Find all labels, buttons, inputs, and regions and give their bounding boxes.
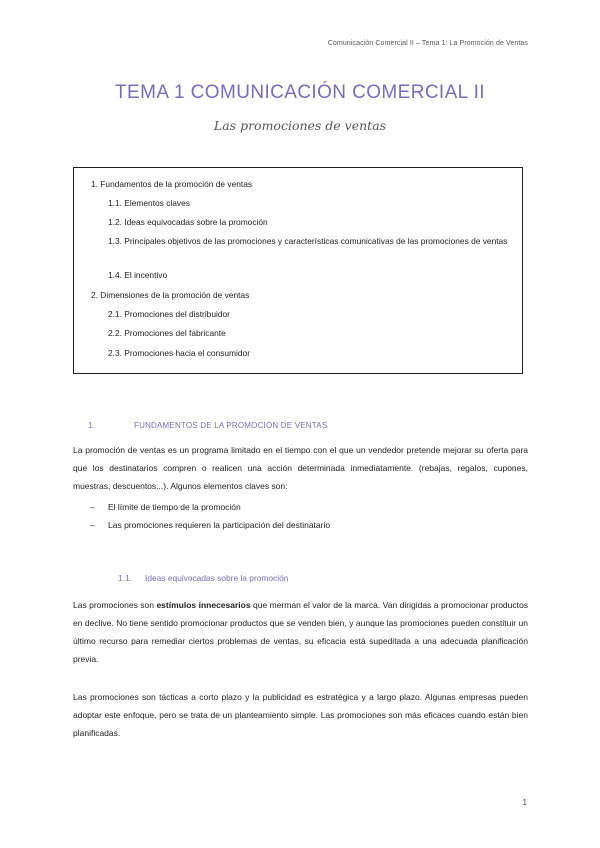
table-of-contents	[73, 167, 523, 374]
toc-item: 1.3. Principales objetivos de las promociones y características comunicativas de las promociones de ventas	[108, 236, 508, 246]
toc-item: 2.2. Promociones del fabricante	[108, 328, 226, 338]
section-heading	[88, 421, 327, 430]
subsection-title: Ideas equivocadas sobre la promoción	[145, 573, 289, 583]
paragraph: La promoción de ventas es un programa limitado en el tiempo con el que un vendedor pretende mejorar su oferta para que los destinatarios compren o realicen una acción determinada inmediatamente. (rebajas, regalos, cupones, muestras, descuentos...). Algunos elementos claves son:	[73, 445, 528, 491]
toc-item: 1.4. El incentivo	[108, 270, 168, 280]
section-number: 1.	[88, 421, 96, 430]
paragraph	[73, 596, 528, 668]
running-header: Comunicación Comercial II – Tema 1: La Promoción de Ventas	[327, 40, 528, 47]
bullet-text: Las promociones requieren la participación del destinatario	[108, 520, 331, 530]
toc-item: 1.1. Elementos claves	[108, 198, 190, 208]
bullet-dash: –	[90, 520, 95, 530]
document-subtitle: Las promociones de ventas	[213, 118, 387, 133]
document-title: TEMA 1 COMUNICACIÓN COMERCIAL II	[115, 82, 485, 103]
toc-item: 2.3. Promociones hacia el consumidor	[108, 348, 250, 358]
toc-item: 2.1. Promociones del distribuidor	[108, 309, 230, 319]
toc-item: 2. Dimensiones de la promoción de ventas	[91, 290, 250, 300]
section-title: FUNDAMENTOS DE LA PROMOCIÓN DE VENTAS	[134, 421, 328, 430]
bullet-item	[90, 502, 241, 512]
toc-item: 1.2. Ideas equivocadas sobre la promoción	[108, 217, 268, 227]
toc-item: 1. Fundamentos de la promoción de ventas	[91, 179, 253, 189]
subsection-number: 1.1.	[118, 573, 132, 583]
bullet-item	[90, 520, 330, 530]
paragraph-text: que merman el valor de la marca. Van dirigidas a promocionar productos en declive. No tiene sentido promocionar productos que se venden bien, y aunque las promociones pueden constituir un último recurso para remediar ciertos problemas de ventas, su eficacia está supeditada a una adecuada planificación previa.	[73, 600, 528, 664]
bullet-dash: –	[90, 502, 95, 512]
paragraph: Las promociones son tácticas a corto plazo y la publicidad es estratégica y a largo plazo. Algunas empresas pueden adoptar este enfoque, pero se trata de un planteamiento simple. Las promociones son más eficaces cuando están bien planificadas.	[73, 692, 528, 738]
page-number: 1	[522, 798, 527, 807]
bold-phrase: estímulos innecesarios	[156, 600, 251, 610]
bullet-text: El límite de tiempo de la promoción	[108, 502, 241, 512]
subsection-heading	[118, 573, 288, 583]
paragraph-text: Las promociones son	[73, 600, 157, 610]
